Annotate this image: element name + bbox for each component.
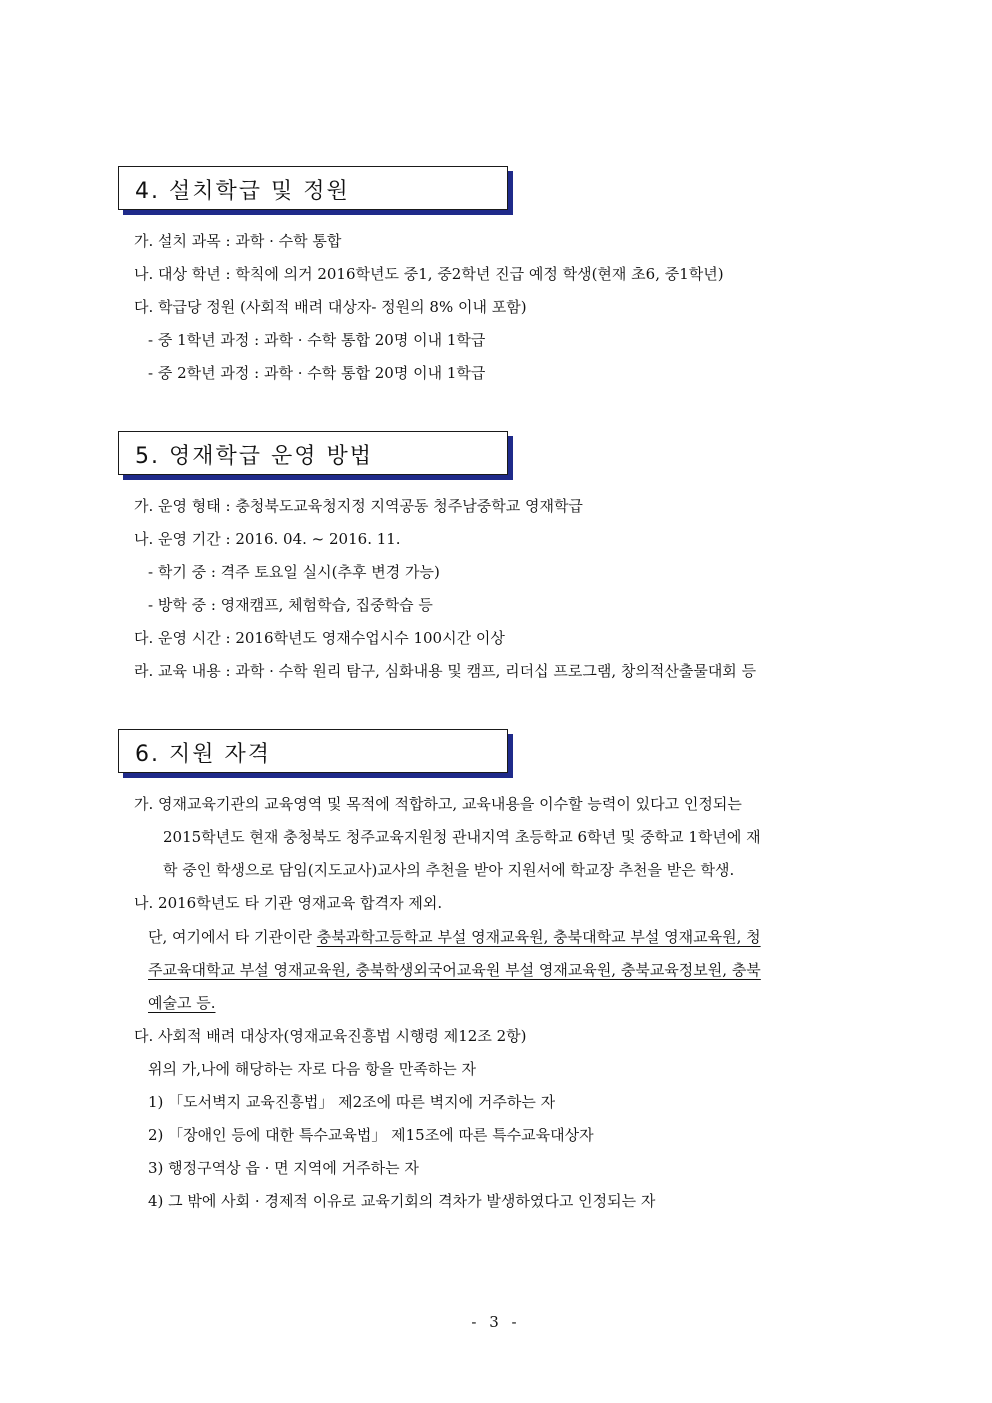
s5-item-ga: 가. 운영 형태 : 충청북도교육청지정 지역공동 청주남중학교 영재학급 bbox=[134, 497, 583, 515]
s6-da-subitem-1: 1) 「도서벽지 교육진흥법」 제2조에 따른 벽지에 거주하는 자 bbox=[148, 1093, 556, 1111]
s4-item-ga: 가. 설치 과목 : 과학 · 수학 통합 bbox=[134, 232, 342, 250]
s4-subitem-grade2: - 중 2학년 과정 : 과학 · 수학 통합 20명 이내 1학급 bbox=[148, 364, 486, 382]
s5-item-na: 나. 운영 기간 : 2016. 04. ~ 2016. 11. bbox=[134, 530, 401, 548]
s5-subitem-semester: - 학기 중 : 격주 토요일 실시(추후 변경 가능) bbox=[148, 563, 440, 581]
page-number: - 3 - bbox=[471, 1313, 521, 1331]
s6-item-na-line1: 나. 2016학년도 타 기관 영재교육 합격자 제외. bbox=[134, 894, 443, 912]
s6-da-subitem-3: 3) 행정구역상 읍 · 면 지역에 거주하는 자 bbox=[148, 1159, 419, 1177]
s5-item-ra: 라. 교육 내용 : 과학 · 수학 원리 탐구, 심화내용 및 캠프, 리더십 프로그램, 창의적산출물대회 등 bbox=[134, 662, 757, 680]
section-5-title: 5. 영재학급 운영 방법 bbox=[135, 444, 373, 469]
s6-na-institutions-2: 주교육대학교 부설 영재교육원, 충북학생외국어교육원 부설 영재교육원, 충북교육정보원, 충북 bbox=[148, 961, 761, 979]
s5-item-da: 다. 운영 시간 : 2016학년도 영재수업시수 100시간 이상 bbox=[134, 629, 505, 647]
section-5-header bbox=[118, 431, 508, 475]
s6-item-ga-line1: 가. 영재교육기관의 교육영역 및 목적에 적합하고, 교육내용을 이수할 능력이 있다고 인정되는 bbox=[134, 795, 742, 813]
section-6-header bbox=[118, 729, 508, 773]
s6-item-ga-line2: 2015학년도 현재 충청북도 청주교육지원청 관내지역 초등학교 6학년 및 중학교 1학년에 재 bbox=[163, 828, 761, 846]
s6-na-institutions-1: 충북과학고등학교 부설 영재교육원, 충북대학교 부설 영재교육원, 청 bbox=[316, 928, 761, 946]
s5-subitem-vacation: - 방학 중 : 영재캠프, 체험학습, 집중학습 등 bbox=[148, 596, 433, 614]
s6-item-da-line1: 다. 사회적 배려 대상자(영재교육진흥법 시행령 제12조 2항) bbox=[134, 1027, 527, 1045]
s6-na-intro: 단, 여기에서 타 기관이란 bbox=[148, 928, 317, 946]
s6-item-da-line2: 위의 가,나에 해당하는 자로 다음 항을 만족하는 자 bbox=[148, 1060, 476, 1078]
s4-item-na: 나. 대상 학년 : 학칙에 의거 2016학년도 중1, 중2학년 진급 예정 학생(현재 초6, 중1학년) bbox=[134, 265, 724, 283]
s6-da-subitem-2: 2) 「장애인 등에 대한 특수교육법」 제15조에 따른 특수교육대상자 bbox=[148, 1126, 594, 1144]
s6-item-ga-line3: 학 중인 학생으로 담임(지도교사)교사의 추천을 받아 지원서에 학교장 추천을 받은 학생. bbox=[163, 861, 735, 879]
s6-na-institutions-3: 예술고 등. bbox=[148, 994, 216, 1012]
s4-item-da: 다. 학급당 정원 (사회적 배려 대상자- 정원의 8% 이내 포함) bbox=[134, 298, 527, 316]
s6-da-subitem-4: 4) 그 밖에 사회 · 경제적 이유로 교육기회의 격차가 발생하였다고 인정되는 자 bbox=[148, 1192, 656, 1210]
section-4-title: 4. 설치학급 및 정원 bbox=[135, 179, 350, 204]
section-6-title: 6. 지원 자격 bbox=[135, 742, 271, 767]
s6-item-na-line2 bbox=[148, 927, 761, 947]
s4-subitem-grade1: - 중 1학년 과정 : 과학 · 수학 통합 20명 이내 1학급 bbox=[148, 331, 486, 349]
section-4-header bbox=[118, 166, 508, 210]
